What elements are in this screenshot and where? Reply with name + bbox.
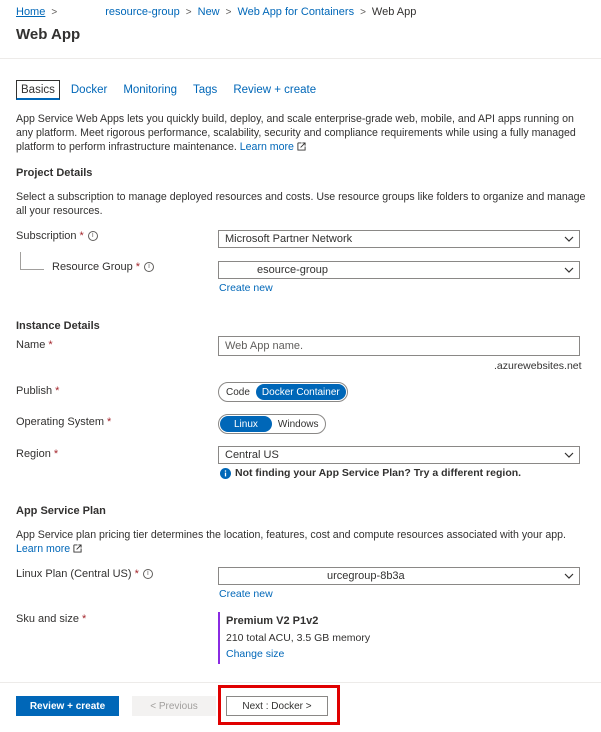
breadcrumb-resource-group[interactable]: resource-group bbox=[105, 6, 180, 18]
footer-divider bbox=[0, 682, 601, 683]
required-marker: * bbox=[81, 613, 87, 625]
tab-tags[interactable]: Tags bbox=[193, 84, 218, 96]
breadcrumb bbox=[16, 4, 416, 20]
publish-label-text: Publish bbox=[16, 385, 53, 397]
tab-docker[interactable]: Docker bbox=[70, 84, 108, 96]
subscription-label bbox=[16, 230, 98, 242]
sku-details: 210 total ACU, 3.5 GB memory bbox=[226, 632, 371, 644]
next-docker-button[interactable]: Next : Docker > bbox=[226, 696, 328, 716]
tab-monitoring[interactable]: Monitoring bbox=[123, 84, 178, 96]
project-details-description: Select a subscription to manage deployed resources and costs. Use resource groups like folders to organize and manage all your resources. bbox=[16, 191, 586, 217]
tab-review-create[interactable]: Review + create bbox=[233, 84, 317, 96]
region-label bbox=[16, 448, 58, 460]
chevron-down-icon bbox=[564, 265, 574, 275]
external-link-icon bbox=[73, 544, 82, 553]
region-hint-text: Not finding your App Service Plan? Try a different region. bbox=[235, 467, 522, 479]
operating-system-label bbox=[16, 416, 111, 428]
required-marker: * bbox=[134, 568, 139, 580]
app-service-plan-description-text: App Service plan pricing tier determines the location, features, cost and compute resources associated with your app. bbox=[16, 529, 566, 541]
web-app-name-input[interactable] bbox=[218, 336, 580, 356]
tree-connector bbox=[20, 252, 21, 269]
breadcrumb-web-app-containers[interactable]: Web App for Containers bbox=[237, 6, 355, 18]
publish-label bbox=[16, 385, 59, 397]
sku-size-label-text: Sku and size bbox=[16, 613, 79, 625]
breadcrumb-separator-icon: > bbox=[360, 6, 366, 18]
os-option-windows[interactable]: Windows bbox=[277, 418, 319, 430]
tab-bar bbox=[16, 80, 327, 100]
intro-text: App Service Web Apps lets you quickly build, deploy, and scale enterprise-grade web, mobile, and API apps running on any platform. Meet rigorous performance, scalability, security and compliance requirements while using a fully managed platform to perform infrastructure maintenance. bbox=[16, 113, 576, 153]
tree-connector bbox=[20, 269, 44, 270]
operating-system-label-text: Operating System bbox=[16, 416, 105, 428]
linux-plan-value: urcegroup-8b3a bbox=[327, 570, 405, 582]
info-icon[interactable]: i bbox=[88, 231, 98, 241]
required-marker: * bbox=[135, 261, 140, 273]
sku-name: Premium V2 P1v2 bbox=[226, 615, 319, 627]
create-new-resource-group-link[interactable]: Create new bbox=[219, 282, 273, 294]
review-create-button[interactable]: Review + create bbox=[16, 696, 119, 716]
breadcrumb-current: Web App bbox=[371, 6, 417, 18]
linux-plan-dropdown[interactable] bbox=[218, 567, 580, 585]
info-icon[interactable]: i bbox=[143, 569, 153, 579]
project-details-title: Project Details bbox=[16, 167, 93, 179]
instance-details-title: Instance Details bbox=[16, 320, 100, 332]
create-new-plan-link[interactable]: Create new bbox=[219, 588, 273, 600]
subscription-label-text: Subscription bbox=[16, 230, 77, 242]
tab-basics[interactable]: Basics bbox=[16, 80, 60, 100]
header-divider bbox=[0, 58, 601, 59]
external-link-icon bbox=[297, 142, 306, 151]
subscription-dropdown[interactable] bbox=[218, 230, 580, 248]
chevron-down-icon bbox=[564, 450, 574, 460]
intro-paragraph bbox=[16, 112, 586, 154]
required-marker: * bbox=[55, 385, 60, 397]
region-label-text: Region bbox=[16, 448, 51, 460]
web-app-name-placeholder: Web App name. bbox=[225, 340, 304, 352]
required-marker: * bbox=[48, 339, 53, 351]
breadcrumb-separator-icon: > bbox=[225, 6, 232, 18]
resource-group-label-text: Resource Group bbox=[52, 261, 133, 273]
info-icon[interactable]: i bbox=[144, 262, 154, 272]
region-dropdown[interactable] bbox=[218, 446, 580, 464]
required-marker: * bbox=[79, 230, 84, 242]
highlight-annotation bbox=[218, 685, 340, 725]
name-label bbox=[16, 339, 53, 351]
publish-option-docker-container[interactable]: Docker Container bbox=[256, 384, 346, 400]
breadcrumb-separator-icon: > bbox=[185, 6, 192, 18]
breadcrumb-separator-icon: > bbox=[51, 6, 58, 18]
os-option-linux[interactable]: Linux bbox=[220, 416, 272, 432]
required-marker: * bbox=[53, 448, 59, 460]
subscription-value: Microsoft Partner Network bbox=[225, 233, 353, 245]
page-title: Web App bbox=[16, 26, 81, 43]
publish-toggle bbox=[218, 382, 348, 402]
required-marker: * bbox=[107, 416, 112, 428]
app-service-plan-title: App Service Plan bbox=[16, 505, 106, 517]
resource-group-value: esource-group bbox=[257, 264, 328, 276]
linux-plan-label bbox=[16, 568, 153, 580]
region-hint bbox=[220, 467, 521, 479]
sku-size-label bbox=[16, 613, 86, 625]
breadcrumb-home[interactable]: Home bbox=[16, 6, 46, 18]
breadcrumb-new[interactable]: New bbox=[197, 6, 220, 18]
previous-button: < Previous bbox=[132, 696, 216, 716]
name-label-text: Name bbox=[16, 339, 46, 351]
resource-group-label bbox=[52, 261, 154, 273]
linux-plan-label-text: Linux Plan (Central US) bbox=[16, 568, 132, 580]
info-filled-icon bbox=[220, 468, 231, 479]
learn-more-plan-link[interactable]: Learn more bbox=[16, 543, 71, 555]
chevron-down-icon bbox=[564, 234, 574, 244]
region-value: Central US bbox=[225, 449, 279, 461]
chevron-down-icon bbox=[564, 571, 574, 581]
change-size-link[interactable]: Change size bbox=[226, 648, 285, 660]
resource-group-dropdown[interactable] bbox=[218, 261, 580, 279]
sku-accent-bar bbox=[218, 612, 220, 664]
learn-more-link[interactable]: Learn more bbox=[239, 141, 294, 153]
app-service-plan-description bbox=[16, 528, 586, 556]
publish-option-code[interactable]: Code bbox=[226, 386, 250, 398]
operating-system-toggle bbox=[218, 414, 326, 434]
domain-suffix: .azurewebsites.net bbox=[494, 360, 582, 372]
